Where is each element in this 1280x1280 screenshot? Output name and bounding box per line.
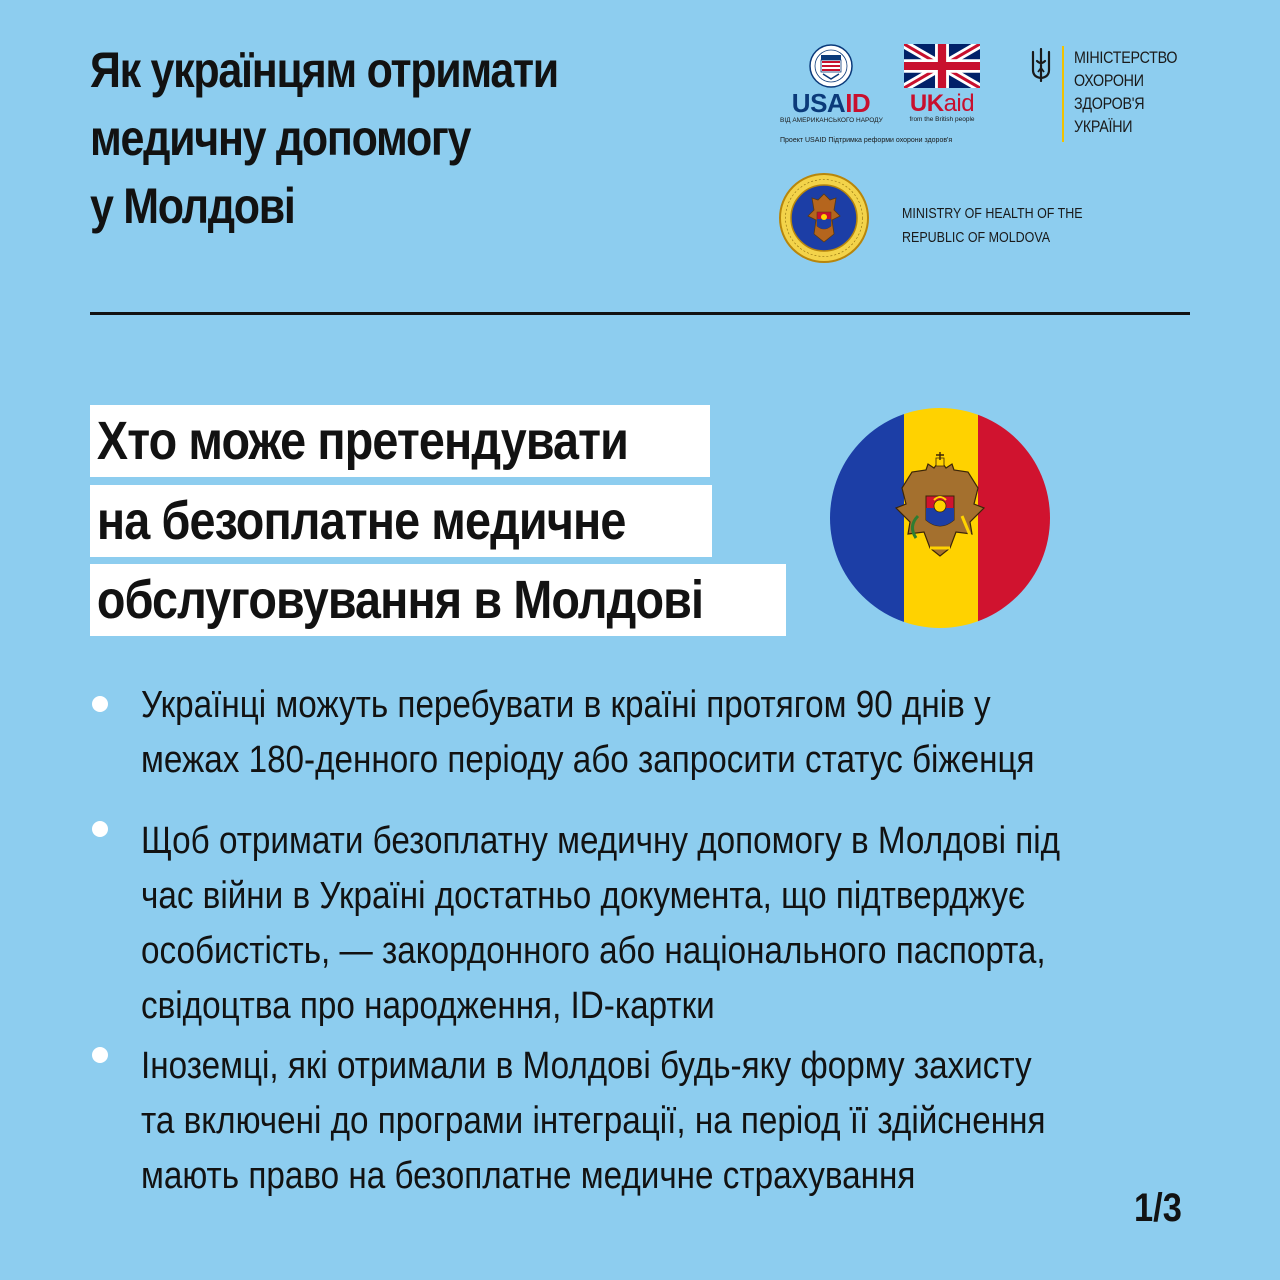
ministry-divider — [1062, 46, 1064, 142]
ministry-ukraine-name: МІНІСТЕРСТВО ОХОРОНИ ЗДОРОВ'Я УКРАЇНИ — [1074, 48, 1178, 136]
usaid-logo — [780, 44, 882, 125]
moldova-flag-icon — [830, 408, 1050, 628]
ukaid-tagline: from the British people — [909, 116, 975, 123]
moldova-government-seal-icon — [778, 172, 870, 264]
page-title — [90, 36, 640, 240]
moldova-ministry-name: MINISTRY OF HEALTH OF THE REPUBLIC OF MOLDOVA — [902, 206, 1083, 246]
uk-flag-icon — [904, 44, 980, 88]
usaid-wordmark: USAID — [791, 88, 871, 118]
usaid-project-caption: Проект USAID Підтримка реформи охорони здоров'я — [780, 137, 953, 144]
bullet-dot — [92, 1047, 108, 1063]
trident-icon — [1030, 48, 1052, 82]
heading-highlight: обслуговування в Молдові — [90, 564, 786, 636]
usaid-seal-icon — [809, 44, 853, 88]
bullet-dot — [92, 696, 108, 712]
page-number: 1/3 — [1134, 1186, 1182, 1230]
ministry-health-ukraine-logo — [1030, 46, 1200, 146]
title-line: у Молдові — [90, 178, 295, 234]
header-divider — [90, 312, 1190, 315]
usaid-tagline: ВІД АМЕРИКАНСЬКОГО НАРОДУ — [780, 117, 883, 124]
bullet-text: Іноземці, які отримали в Молдові будь-яку форму захисту та включені до програми інтеграції, на період її здійснення мають право на безоплатне медичне страхування — [141, 1045, 1046, 1197]
ukaid-wordmark: UKaid — [909, 90, 975, 117]
bullet-text: Українці можуть перебувати в країні протягом 90 днів у межах 180-денного періоду або запросити статус біженця — [141, 684, 1035, 781]
heading-highlight: на безоплатне медичне — [90, 485, 712, 557]
bullet-text: Щоб отримати безоплатну медичну допомогу в Молдові під час війни в Україні достатньо документа, що підтверджує особистість, — закордонного або національного паспорта, свідоцтва про народження, ID-картки — [141, 820, 1061, 1027]
title-line: медичну допомогу — [90, 110, 471, 166]
title-line: Як українцям отримати — [90, 42, 558, 98]
heading-highlight: Хто може претендувати — [90, 405, 710, 477]
bullet-dot — [92, 821, 108, 837]
ukaid-logo — [902, 44, 982, 124]
